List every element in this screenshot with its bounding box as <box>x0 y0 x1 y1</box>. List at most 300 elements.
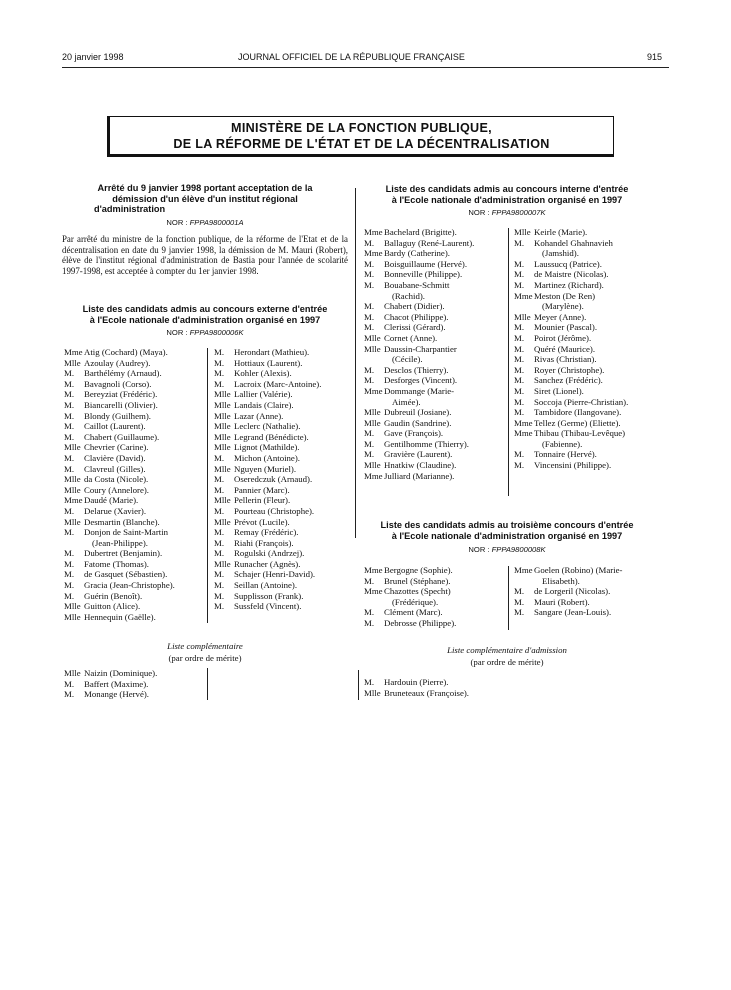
list-item <box>64 668 157 679</box>
person-name: Lignot (Mathilde). <box>234 442 300 453</box>
person-name: Barthélémy (Arnaud). <box>84 368 162 379</box>
honorific: M. <box>514 407 525 418</box>
honorific: Mlle <box>364 417 381 428</box>
list-item <box>64 580 175 591</box>
person-name: Gaudin (Sandrine). <box>384 417 452 428</box>
list-item <box>364 607 456 618</box>
troisieme-title-line: Liste des candidats admis au troisième concours d'entrée <box>380 520 634 530</box>
list-item <box>64 506 175 517</box>
list-item <box>514 397 628 408</box>
list-item <box>64 474 175 485</box>
list-item <box>214 548 321 559</box>
honorific: M. <box>514 322 525 333</box>
list-item <box>214 527 321 538</box>
person-name: Chevrier (Carine). <box>84 442 149 453</box>
list-item <box>214 495 321 506</box>
list-item <box>364 449 474 460</box>
person-name: (Jamshid). <box>542 248 579 259</box>
person-name: Meston (De Ren) <box>534 290 596 301</box>
person-name: Chacot (Philippe). <box>384 311 449 322</box>
person-name: Sussfeld (Vincent). <box>234 601 302 612</box>
person-name: Dommange (Marie- <box>384 385 455 396</box>
honorific: Mlle <box>514 227 531 237</box>
honorific: M. <box>364 301 375 312</box>
person-name: Clément (Marc). <box>384 607 443 618</box>
list-item <box>364 375 474 386</box>
person-name: Rogulski (Andrzej). <box>234 548 305 559</box>
honorific: M. <box>64 569 75 580</box>
externe-complementary-list <box>64 668 157 700</box>
person-name: Biancarelli (Olivier). <box>84 399 158 410</box>
list-item-continuation <box>514 248 628 259</box>
person-name: Legrand (Bénédicte). <box>234 431 309 442</box>
honorific: Mme <box>364 385 383 396</box>
arrete-title-line: Arrêté du 9 janvier 1998 portant acceptation de la <box>97 183 313 193</box>
person-name: Kohler (Alexis). <box>234 368 292 379</box>
arrete-nor <box>62 218 348 227</box>
honorific: M. <box>514 596 525 607</box>
person-name: Daudé (Marie). <box>84 495 139 506</box>
externe-list-col-2 <box>214 347 321 612</box>
interne-title-line: à l'Ecole nationale d'administration organisé en 1997 <box>391 194 623 205</box>
honorific: Mlle <box>64 357 81 368</box>
person-name: Supplisson (Frank). <box>234 590 304 601</box>
honorific: M. <box>514 279 525 290</box>
person-name: Daussin-Charpantier <box>384 343 457 354</box>
person-name: Bereyziat (Frédéric). <box>84 389 158 400</box>
person-name: Meyer (Anne). <box>534 311 587 322</box>
list-item <box>214 411 321 422</box>
list-item <box>214 538 321 549</box>
person-name: Desforges (Vincent). <box>384 375 458 386</box>
honorific: Mme <box>64 495 83 506</box>
nor-code: FPPA9800007K <box>491 208 546 217</box>
list-item <box>514 460 628 471</box>
interne-nor <box>362 208 652 217</box>
list-item <box>364 418 474 429</box>
honorific: M. <box>514 237 525 248</box>
honorific: Mme <box>514 565 533 575</box>
person-name: Pellerin (Fleur). <box>234 495 291 506</box>
honorific: M. <box>514 449 525 460</box>
list-item <box>514 449 628 460</box>
honorific: M. <box>364 575 375 586</box>
troisieme-list-col-2 <box>514 565 622 618</box>
honorific: M. <box>64 678 75 689</box>
interne-title <box>362 184 652 205</box>
list-item <box>64 527 175 538</box>
person-name: Royer (Christophe). <box>534 364 605 375</box>
list-item <box>64 679 157 690</box>
nor-label: NOR : <box>468 545 490 554</box>
honorific: M. <box>214 347 225 357</box>
honorific: Mme <box>514 428 533 439</box>
honorific: M. <box>64 431 75 442</box>
person-name: Monange (Hervé). <box>84 689 149 700</box>
list-item <box>64 485 175 496</box>
honorific: M. <box>514 332 525 343</box>
person-name: Clavière (David). <box>84 452 146 463</box>
page-number: 915 <box>647 52 663 62</box>
honorific: M. <box>364 617 375 628</box>
honorific: M. <box>514 354 525 365</box>
person-name: Leclerc (Nathalie). <box>234 421 301 432</box>
person-name: Desmartin (Blanche). <box>84 516 160 527</box>
person-name: Caillot (Laurent). <box>84 421 146 432</box>
honorific: Mme <box>514 417 533 428</box>
person-name: Poirot (Jérôme). <box>534 332 592 343</box>
list-item <box>214 453 321 464</box>
honorific: M. <box>64 580 75 591</box>
list-item <box>214 569 321 580</box>
honorific: M. <box>64 399 75 410</box>
honorific: M. <box>214 537 225 548</box>
interne-list-col-1 <box>364 227 474 481</box>
troisieme-title-line: à l'Ecole nationale d'administration organisé en 1997 <box>391 530 623 541</box>
honorific: M. <box>364 322 375 333</box>
list-item <box>364 428 474 439</box>
list-item <box>364 227 474 238</box>
person-name: Michon (Antoine). <box>234 452 300 463</box>
honorific: M. <box>214 601 225 612</box>
list-item <box>364 248 474 259</box>
person-name: Gave (François). <box>384 428 444 439</box>
list-item <box>214 368 321 379</box>
list-item <box>514 238 628 249</box>
person-name: Lazar (Anne). <box>234 410 284 421</box>
list-item <box>514 269 628 280</box>
arrete-text: Par arrêté du ministre de la fonction publique, de la réforme de l'Etat et de la décentralisation en date du 9 janvier 1998, la démission de M. Mauri (Robert), élève de l'institut régional d'administration de Bastia pour l'année de scolarité 1997-1998, est acceptée à compter du 1er janvier 1998. <box>62 234 348 276</box>
honorific: M. <box>364 428 375 439</box>
honorific: Mlle <box>214 431 231 442</box>
arrete-title-line: démission d'un élève d'un institut régional <box>112 193 298 204</box>
person-name: Pourteau (Christophe). <box>234 505 315 516</box>
interne-title-line: Liste des candidats admis au concours interne d'entrée <box>385 184 629 194</box>
list-item-continuation <box>514 576 622 587</box>
person-name: Boisguillaume (Hervé). <box>384 258 468 269</box>
list-item <box>64 559 175 570</box>
person-name: Naizin (Dominique). <box>84 668 158 678</box>
honorific: M. <box>514 607 525 618</box>
list-divider <box>207 668 208 700</box>
externe-title-line: à l'Ecole nationale d'administration organisé en 1997 <box>89 314 321 325</box>
honorific: M. <box>64 410 75 421</box>
person-name: Landais (Claire). <box>234 399 294 410</box>
person-name: Sangare (Jean-Louis). <box>534 607 612 618</box>
honorific: M. <box>64 378 75 389</box>
list-item <box>214 485 321 496</box>
honorific: M. <box>214 378 225 389</box>
list-item <box>64 400 175 411</box>
person-name: Gracia (Jean-Christophe). <box>84 580 175 591</box>
honorific: M. <box>364 375 375 386</box>
person-name: Quéré (Maurice). <box>534 343 596 354</box>
person-name: Siret (Lionel). <box>534 385 584 396</box>
list-item <box>364 576 456 587</box>
person-name: Clerissi (Gérard). <box>384 322 446 333</box>
honorific: Mlle <box>364 407 381 418</box>
list-item <box>514 322 628 333</box>
list-item <box>364 439 474 450</box>
person-name: (Rachid). <box>392 290 425 301</box>
person-name: Bardy (Catherine). <box>384 248 450 259</box>
honorific: M. <box>514 385 525 396</box>
person-name: Dubreuil (Josiane). <box>384 407 452 418</box>
honorific: M. <box>364 311 375 322</box>
troisieme-complementary-subtitle: (par ordre de mérite) <box>470 657 544 667</box>
honorific: Mlle <box>64 442 81 453</box>
honorific: Mlle <box>364 687 381 698</box>
person-name: Bachelard (Brigitte). <box>384 227 457 237</box>
person-name: Gravière (Laurent). <box>384 449 453 460</box>
person-name: de Gasquet (Sébastien). <box>84 569 168 580</box>
person-name: Chazottes (Specht) <box>384 586 451 597</box>
person-name: Cornet (Anne). <box>384 332 438 343</box>
list-item <box>64 347 175 358</box>
honorific: M. <box>64 548 75 559</box>
person-name: Elisabeth). <box>542 575 580 586</box>
honorific: Mlle <box>64 668 81 678</box>
honorific: M. <box>64 527 75 538</box>
list-item <box>364 344 474 355</box>
person-name: Bergogne (Sophie). <box>384 565 453 575</box>
list-item <box>364 471 474 482</box>
list-item <box>364 677 469 688</box>
list-item <box>214 358 321 369</box>
person-name: Brunel (Stéphane). <box>384 575 451 586</box>
list-item <box>214 580 321 591</box>
list-item <box>364 259 474 270</box>
troisieme-title <box>362 520 652 541</box>
list-item-continuation <box>364 291 474 302</box>
list-item <box>214 506 321 517</box>
list-divider <box>358 670 359 700</box>
list-item <box>214 559 321 570</box>
list-item <box>514 333 628 344</box>
person-name: Dubertret (Benjamin). <box>84 548 163 559</box>
honorific: Mlle <box>214 558 231 569</box>
list-item <box>64 601 175 612</box>
list-item <box>364 688 469 699</box>
list-item <box>364 407 474 418</box>
honorific: Mlle <box>364 343 381 354</box>
person-name: Guérin (Benoît). <box>84 590 143 601</box>
list-item <box>214 347 321 358</box>
journal-title: JOURNAL OFFICIEL DE LA RÉPUBLIQUE FRANÇAISE <box>238 52 465 62</box>
honorific: M. <box>214 484 225 495</box>
nor-label: NOR : <box>166 328 188 337</box>
person-name: (Marylène). <box>542 301 584 312</box>
person-name: Vincensini (Philippe). <box>534 460 612 471</box>
person-name: Schajer (Henri-David). <box>234 569 316 580</box>
list-item <box>214 464 321 475</box>
honorific: Mlle <box>214 442 231 453</box>
ministry-title-line-1: MINISTÈRE DE LA FONCTION PUBLIQUE, <box>231 121 492 135</box>
list-item <box>64 421 175 432</box>
list-item <box>364 238 474 249</box>
honorific: M. <box>64 463 75 474</box>
list-item <box>364 312 474 323</box>
list-item <box>364 269 474 280</box>
list-item <box>64 464 175 475</box>
honorific: M. <box>64 421 75 432</box>
person-name: Hardouin (Pierre). <box>384 677 449 687</box>
honorific: M. <box>364 269 375 280</box>
honorific: Mlle <box>214 410 231 421</box>
honorific: M. <box>64 368 75 379</box>
honorific: M. <box>514 586 525 597</box>
list-item <box>514 365 628 376</box>
person-name: (Fabienne). <box>542 438 583 449</box>
list-item <box>214 379 321 390</box>
honorific: M. <box>214 474 225 485</box>
list-item <box>214 601 321 612</box>
list-item <box>214 432 321 443</box>
list-item <box>514 607 622 618</box>
person-name: Sanchez (Frédéric). <box>534 375 603 386</box>
honorific: M. <box>364 677 375 687</box>
list-divider <box>508 566 509 630</box>
honorific: M. <box>364 364 375 375</box>
honorific: Mme <box>364 227 383 237</box>
honorific: M. <box>364 449 375 460</box>
person-name: Gentilhomme (Thierry). <box>384 438 470 449</box>
list-item <box>64 495 175 506</box>
honorific: Mme <box>64 347 83 357</box>
honorific: M. <box>64 558 75 569</box>
list-item <box>64 379 175 390</box>
honorific: M. <box>214 368 225 379</box>
list-item <box>214 517 321 528</box>
list-item <box>514 565 622 576</box>
list-item <box>214 400 321 411</box>
honorific: M. <box>64 590 75 601</box>
person-name: Rivas (Christian). <box>534 354 597 365</box>
list-item <box>364 280 474 291</box>
list-divider <box>508 228 509 496</box>
honorific: M. <box>514 258 525 269</box>
person-name: Runacher (Agnès). <box>234 558 301 569</box>
nor-code: FPPA9800006K <box>189 328 244 337</box>
person-name: Goelen (Robino) (Marie- <box>534 565 623 575</box>
person-name: Blondy (Guilhem). <box>84 410 151 421</box>
person-name: Martinez (Richard). <box>534 279 604 290</box>
list-item <box>64 358 175 369</box>
list-item <box>514 312 628 323</box>
list-item <box>514 407 628 418</box>
honorific: M. <box>214 452 225 463</box>
honorific: M. <box>214 580 225 591</box>
person-name: Kohandel Ghahnavieh <box>534 237 613 248</box>
person-name: Nguyen (Muriel). <box>234 463 297 474</box>
nor-code: FPPA9800001A <box>189 218 244 227</box>
list-item <box>514 428 628 439</box>
honorific: Mlle <box>214 516 231 527</box>
troisieme-complementary-title: Liste complémentaire d'admission <box>447 645 567 655</box>
honorific: Mlle <box>64 516 81 527</box>
list-item <box>514 227 628 238</box>
person-name: Julliard (Marianne). <box>384 470 455 481</box>
person-name: Bruneteaux (Françoise). <box>384 687 470 698</box>
honorific: Mlle <box>214 463 231 474</box>
person-name: Atig (Cochard) (Maya). <box>84 347 168 357</box>
list-item <box>64 548 175 559</box>
person-name: Tambidore (Ilangovane). <box>534 407 622 418</box>
person-name: Chabert (Didier). <box>384 301 445 312</box>
person-name: (Frédérique). <box>392 596 439 607</box>
externe-list-col-1 <box>64 347 175 622</box>
list-item-continuation <box>364 354 474 365</box>
honorific: M. <box>514 343 525 354</box>
person-name: Desclos (Thierry). <box>384 364 449 375</box>
honorific: M. <box>214 357 225 368</box>
interne-list-col-2 <box>514 227 628 471</box>
list-item <box>64 569 175 580</box>
honorific: Mlle <box>214 495 231 506</box>
person-name: Herondart (Mathieu). <box>234 347 310 357</box>
honorific: Mme <box>364 470 383 481</box>
honorific: M. <box>64 389 75 400</box>
honorific: Mme <box>364 248 383 259</box>
person-name: Lacroix (Marc-Antoine). <box>234 378 322 389</box>
list-item <box>364 365 474 376</box>
troisieme-nor <box>362 545 652 554</box>
list-item <box>514 375 628 386</box>
list-item <box>64 442 175 453</box>
list-item <box>514 386 628 397</box>
list-item <box>514 291 628 302</box>
list-item-continuation <box>64 538 175 549</box>
honorific: M. <box>364 279 375 290</box>
list-item <box>364 586 456 597</box>
honorific: M. <box>214 590 225 601</box>
list-item <box>514 280 628 291</box>
person-name: Fatome (Thomas). <box>84 558 149 569</box>
honorific: M. <box>64 689 75 700</box>
person-name: (Jean-Philippe). <box>92 537 148 548</box>
list-item <box>64 368 175 379</box>
honorific: M. <box>214 569 225 580</box>
person-name: Tellez (Germe) (Eliette). <box>534 417 621 428</box>
person-name: Hennequin (Gaëlle). <box>84 611 156 622</box>
honorific: Mlle <box>64 611 81 622</box>
list-item-continuation <box>364 597 456 608</box>
person-name: Riahi (François). <box>234 537 294 548</box>
person-name: Soccoja (Pierre-Christian). <box>534 396 629 407</box>
list-item <box>514 597 622 608</box>
honorific: Mlle <box>214 389 231 400</box>
honorific: M. <box>514 269 525 280</box>
person-name: Laussucq (Patrice). <box>534 258 602 269</box>
person-name: Mauri (Robert). <box>534 596 590 607</box>
list-item-continuation <box>364 397 474 408</box>
honorific: M. <box>514 375 525 386</box>
honorific: Mlle <box>364 332 381 343</box>
person-name: Keirle (Marie). <box>534 227 588 237</box>
list-item <box>64 517 175 528</box>
list-item <box>214 389 321 400</box>
nor-label: NOR : <box>468 208 490 217</box>
person-name: Thibau (Thibau-Levêque) <box>534 428 626 439</box>
issue-date: 20 janvier 1998 <box>62 52 124 62</box>
list-item <box>514 586 622 597</box>
honorific: Mlle <box>64 474 81 485</box>
person-name: Chabert (Guillaume). <box>84 431 160 442</box>
arrete-title-line: d'administration <box>94 204 166 215</box>
list-item-continuation <box>514 301 628 312</box>
list-divider <box>207 348 208 623</box>
person-name: Baffert (Maxime). <box>84 678 149 689</box>
